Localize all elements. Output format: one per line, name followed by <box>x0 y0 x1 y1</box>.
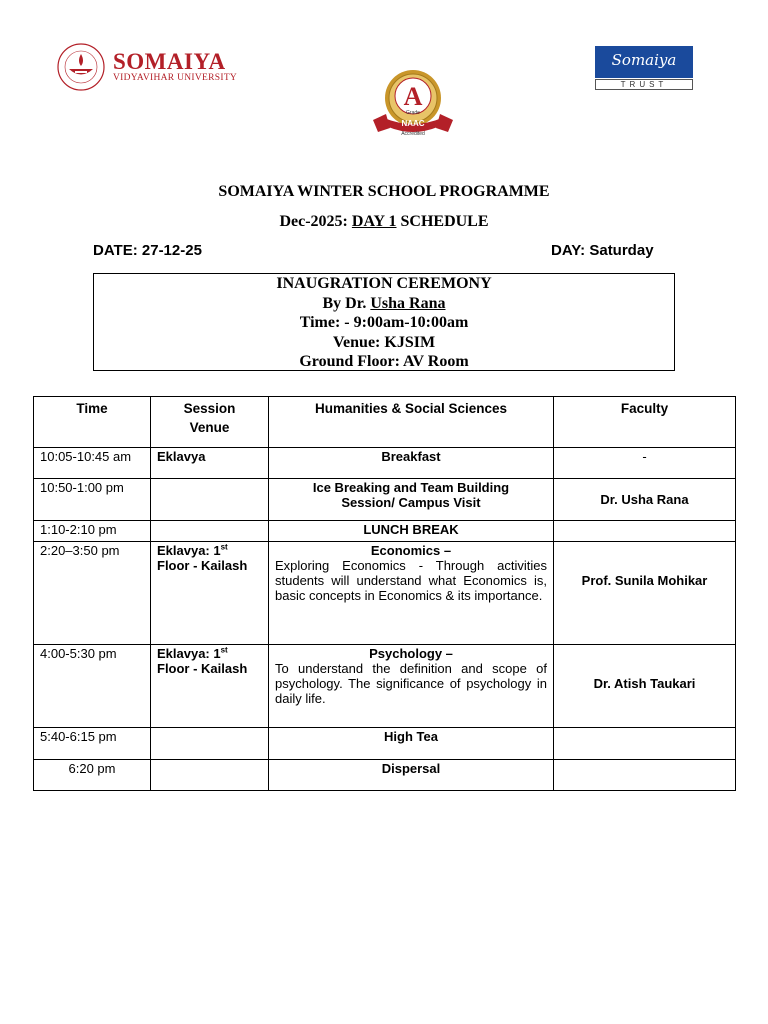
row-subject-line2: Session/ Campus Visit <box>341 495 481 510</box>
header-time: Time <box>34 397 151 448</box>
schedule-table <box>33 396 736 791</box>
row-faculty <box>554 728 736 760</box>
row-time: 1:10-2:10 pm <box>34 521 151 542</box>
row-subject-title: Economics – <box>370 543 452 558</box>
row-subject: Dispersal <box>269 760 554 791</box>
ceremony-by <box>94 294 674 314</box>
row-venue <box>151 479 269 521</box>
row-faculty: Dr. Usha Rana <box>554 479 736 521</box>
row-subject-detail: Exploring Economics - Through activities students will understand what Economics is, basic concepts in Economics & its importance. <box>275 558 547 603</box>
programme-title: SOMAIYA WINTER SCHOOL PROGRAMME <box>218 183 550 200</box>
ceremony-venue: Venue: KJSIM <box>332 333 436 351</box>
table-row <box>34 448 736 479</box>
row-venue <box>151 645 269 728</box>
row-time: 10:05-10:45 am <box>34 448 151 479</box>
row-faculty <box>554 645 736 728</box>
schedule-day: DAY: Saturday <box>551 242 654 259</box>
row-faculty <box>554 521 736 542</box>
somaiya-trust-logo <box>595 46 693 90</box>
naac-grade-label: Grade <box>406 110 420 116</box>
header-faculty: Faculty <box>554 397 736 448</box>
naac-badge-icon <box>368 68 458 140</box>
header-venue-line2: Venue <box>189 420 230 435</box>
row-venue-line1 <box>157 543 262 558</box>
row-faculty: - <box>554 448 736 479</box>
ceremony-time: Time: - 9:00am-10:00am <box>299 314 469 332</box>
inauguration-box <box>93 273 675 371</box>
row-venue <box>151 760 269 791</box>
table-row <box>34 479 736 521</box>
naac-label: NAAC <box>401 119 425 128</box>
row-faculty <box>554 542 736 645</box>
schedule-title-suffix: SCHEDULE <box>396 213 489 230</box>
naac-accredited-label: Accredited <box>401 131 425 137</box>
row-venue-line1 <box>157 646 262 661</box>
schedule-title-day: DAY 1 <box>351 213 397 230</box>
table-row <box>34 645 736 728</box>
table-header-row <box>34 397 736 448</box>
naac-grade-letter: A <box>403 82 423 111</box>
row-subject: Breakfast <box>269 448 554 479</box>
table-row <box>34 728 736 760</box>
schedule-title-prefix: Dec-2025: <box>279 213 352 230</box>
row-time: 2:20–3:50 pm <box>34 542 151 645</box>
schedule-title <box>0 213 768 231</box>
diya-emblem-icon <box>55 42 107 92</box>
row-venue-text: Eklavya: 1 <box>157 646 221 661</box>
row-faculty-name: Prof. Sunila Mohikar <box>581 573 708 588</box>
ceremony-title: INAUGRATION CEREMONY <box>276 275 492 292</box>
row-venue-line2: Floor - Kailash <box>157 661 248 676</box>
header-subject: Humanities & Social Sciences <box>269 397 554 448</box>
table-row <box>34 542 736 645</box>
trust-brand: Somaiya <box>611 51 677 69</box>
row-venue-line2: Floor - Kailash <box>157 558 248 573</box>
row-subject <box>269 645 554 728</box>
table-row <box>34 760 736 791</box>
brand-name: SOMAIYA <box>113 49 226 74</box>
row-subject-line1: Ice Breaking and Team Building <box>312 480 510 495</box>
row-venue <box>151 728 269 760</box>
row-time: 5:40-6:15 pm <box>34 728 151 760</box>
ceremony-by-name: Usha Rana <box>370 294 446 312</box>
row-venue-sup: st <box>220 645 228 655</box>
schedule-date: DATE: 27-12-25 <box>93 242 202 259</box>
header-venue <box>151 397 269 448</box>
row-time: 10:50-1:00 pm <box>34 479 151 521</box>
row-venue-sup: st <box>220 542 228 552</box>
ceremony-floor: Ground Floor: AV Room <box>299 353 469 371</box>
trust-logo-box <box>595 46 693 78</box>
row-faculty-name: Dr. Atish Taukari <box>593 676 696 691</box>
row-venue <box>151 521 269 542</box>
ceremony-by-prefix: By Dr. <box>322 294 371 312</box>
row-faculty <box>554 760 736 791</box>
row-subject <box>269 542 554 645</box>
somaiya-university-logo <box>55 42 245 92</box>
row-time: 4:00-5:30 pm <box>34 645 151 728</box>
row-subject <box>269 479 554 521</box>
row-subject: High Tea <box>269 728 554 760</box>
row-venue: Eklavya <box>151 448 269 479</box>
row-venue-text: Eklavya: 1 <box>157 543 221 558</box>
row-subject-title: Psychology – <box>369 646 453 661</box>
row-subject-detail: To understand the definition and scope of psychology. The significance of psychology in daily life. <box>275 661 547 706</box>
table-row <box>34 521 736 542</box>
trust-word: TRUST <box>595 79 693 90</box>
header-venue-line1: Session <box>183 401 236 416</box>
row-time: 6:20 pm <box>34 760 151 791</box>
brand-subtitle: VIDYAVIHAR UNIVERSITY <box>113 73 238 83</box>
row-subject: LUNCH BREAK <box>269 521 554 542</box>
row-venue <box>151 542 269 645</box>
